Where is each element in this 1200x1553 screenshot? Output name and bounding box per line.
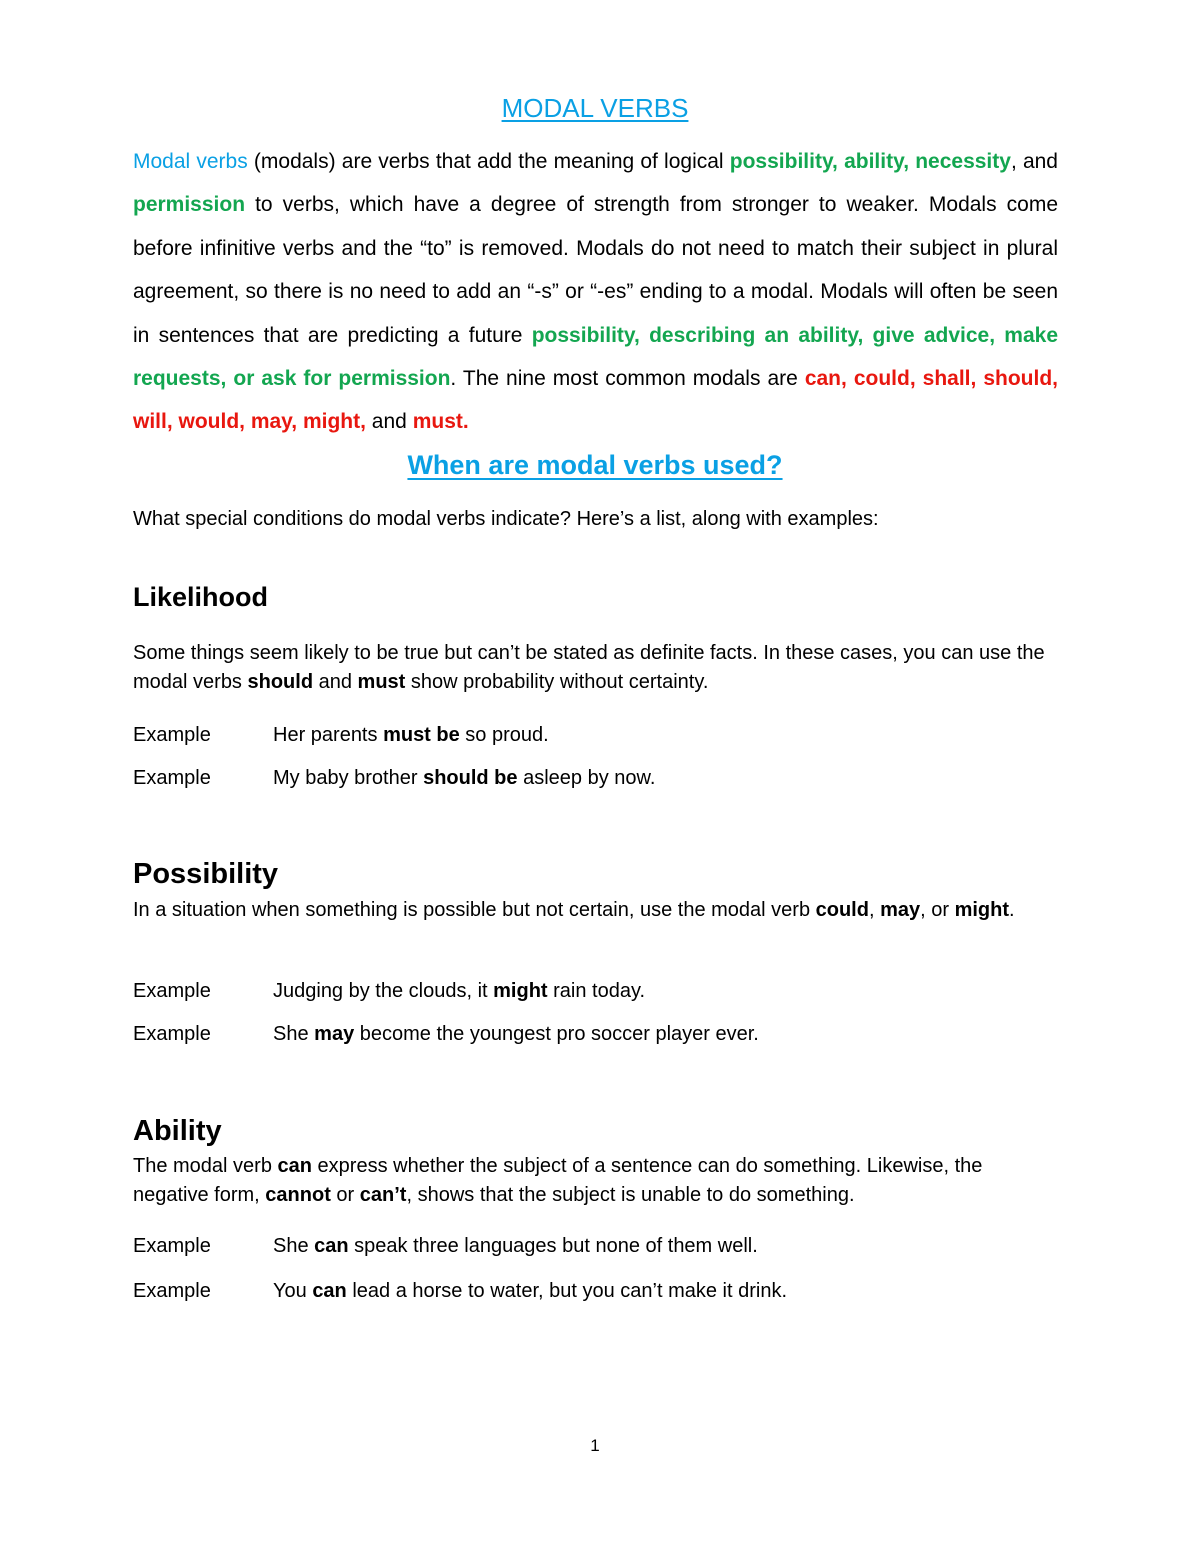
highlight-permission: permission: [133, 193, 246, 217]
paragraph-text: Some things seem likely to be true but can’t be stated as definite facts. In these cases, you can use the modal verbs: [133, 642, 1045, 693]
heading-likelihood: Likelihood: [133, 582, 268, 612]
example-text: My baby brother: [273, 767, 424, 789]
paragraph-text: and: [313, 671, 358, 693]
example-label: Example: [133, 980, 211, 1002]
example-text: Judging by the clouds, it: [273, 980, 494, 1002]
paragraph-text: or: [330, 1184, 360, 1206]
example-row: [133, 765, 655, 791]
example-text: She: [273, 1023, 315, 1045]
intro-text: to verbs, which have a degree of strength from stronger to weaker. Modals come before infinitive verbs and the “to” is removed. Modals do not need to match their subject in plural agreement, so there is no need to add an “-s” or “-es” ending to a modal. Modals will often be seen in sentences that are predicting a future: [133, 193, 1058, 347]
bold-could: could: [815, 899, 869, 921]
bold-can: can: [277, 1155, 312, 1177]
likelihood-paragraph: [133, 639, 1058, 697]
paragraph-text: show probability without certainty.: [405, 671, 709, 693]
example-modal: may: [314, 1023, 355, 1045]
example-row: [133, 722, 549, 748]
example-text: You: [273, 1280, 313, 1302]
intro-text: and: [365, 410, 413, 434]
document-title: MODAL VERBS: [501, 93, 689, 123]
example-label: Example: [133, 1280, 211, 1302]
example-label: Example: [133, 1235, 211, 1257]
paragraph-text: The modal verb: [133, 1155, 278, 1177]
intro-text: (modals) are verbs that add the meaning of logical: [247, 150, 730, 173]
intro-text: . The nine most common modals are: [450, 367, 805, 391]
section-subtitle: When are modal verbs used?: [407, 450, 783, 480]
example-label: Example: [133, 1023, 211, 1045]
example-text: so proud.: [459, 724, 549, 746]
example-row: [133, 1233, 758, 1259]
highlight-must: must.: [412, 410, 469, 434]
paragraph-text: , shows that the subject is unable to do something.: [406, 1184, 855, 1206]
bold-must: must: [357, 671, 406, 693]
example-text: Her parents: [273, 724, 384, 746]
example-text: asleep by now.: [517, 767, 656, 789]
example-text: She: [273, 1235, 315, 1257]
example-modal: must be: [383, 724, 460, 746]
example-text: speak three languages but none of them well.: [348, 1235, 758, 1257]
term-modal-verbs: Modal verbs: [133, 150, 248, 173]
paragraph-text: In a situation when something is possible but not certain, use the modal verb: [133, 899, 816, 921]
lead-paragraph: What special conditions do modal verbs indicate? Here’s a list, along with examples:: [133, 508, 879, 530]
example-row: [133, 1021, 759, 1047]
bold-might: might: [954, 899, 1010, 921]
highlight-meanings: possibility, ability, necessity: [729, 150, 1011, 173]
example-text: become the youngest pro soccer player ever.: [354, 1023, 759, 1045]
intro-text: , and: [1010, 150, 1058, 173]
example-modal: can: [312, 1280, 347, 1302]
bold-cannot: cannot: [265, 1184, 331, 1206]
paragraph-text: .: [1009, 899, 1015, 921]
paragraph-text: ,: [868, 899, 881, 921]
paragraph-text: express whether the subject of a sentence can do something. Likewise, the negative form,: [133, 1155, 983, 1206]
possibility-paragraph: [133, 896, 1058, 925]
bold-may: may: [880, 899, 921, 921]
example-text: lead a horse to water, but you can’t make it drink.: [346, 1280, 788, 1302]
heading-possibility: Possibility: [133, 858, 279, 890]
heading-ability: Ability: [133, 1115, 222, 1147]
bold-should: should: [247, 671, 314, 693]
example-label: Example: [133, 724, 211, 746]
example-label: Example: [133, 767, 211, 789]
paragraph-text: , or: [920, 899, 955, 921]
ability-paragraph: [133, 1152, 1058, 1210]
example-modal: might: [493, 980, 548, 1002]
page-number: 1: [590, 1436, 600, 1455]
intro-paragraph: [133, 140, 1058, 444]
highlight-uses: possibility, describing an ability, give advice, make requests, or ask for permission: [133, 323, 1059, 391]
example-row: [133, 1278, 787, 1304]
example-row: [133, 978, 645, 1004]
example-modal: can: [314, 1235, 349, 1257]
example-text: rain today.: [547, 980, 646, 1002]
example-modal: should be: [423, 767, 518, 789]
bold-cant: can’t: [359, 1184, 407, 1206]
highlight-modal-list: can, could, shall, should, will, would, may, might,: [133, 367, 1058, 434]
